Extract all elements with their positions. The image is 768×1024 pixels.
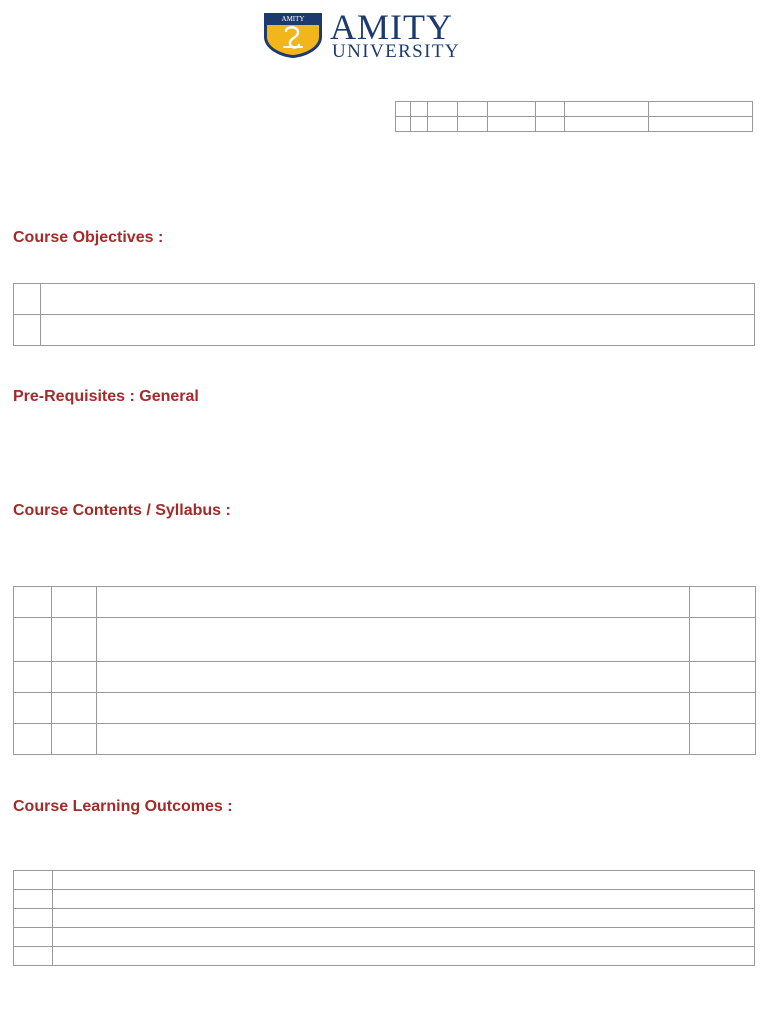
prerequisites-heading: Pre-Requisites : General [13,388,199,405]
logo-name: AMITY [330,7,453,47]
table-row [14,618,756,662]
table-row [14,947,755,966]
table-row [396,102,753,117]
table-row [14,724,756,755]
table-row [14,693,756,724]
table-row [14,284,755,315]
table-row [14,928,755,947]
objectives-heading: Course Objectives : [13,229,164,246]
course-code-table [395,101,753,132]
table-row [14,871,755,890]
table-row [14,587,756,618]
logo-subtitle: UNIVERSITY [332,41,460,62]
outcomes-heading: Course Learning Outcomes : [13,798,233,815]
table-row [14,890,755,909]
amity-logo [262,7,508,62]
table-row [14,662,756,693]
shield-text: AMITY [281,15,305,23]
syllabus-table [13,586,756,755]
shield-icon [262,11,324,59]
contents-heading: Course Contents / Syllabus : [13,502,231,519]
table-row [14,909,755,928]
outcomes-table [13,870,755,966]
objectives-table [13,283,755,346]
table-row [396,117,753,132]
table-row [14,315,755,346]
